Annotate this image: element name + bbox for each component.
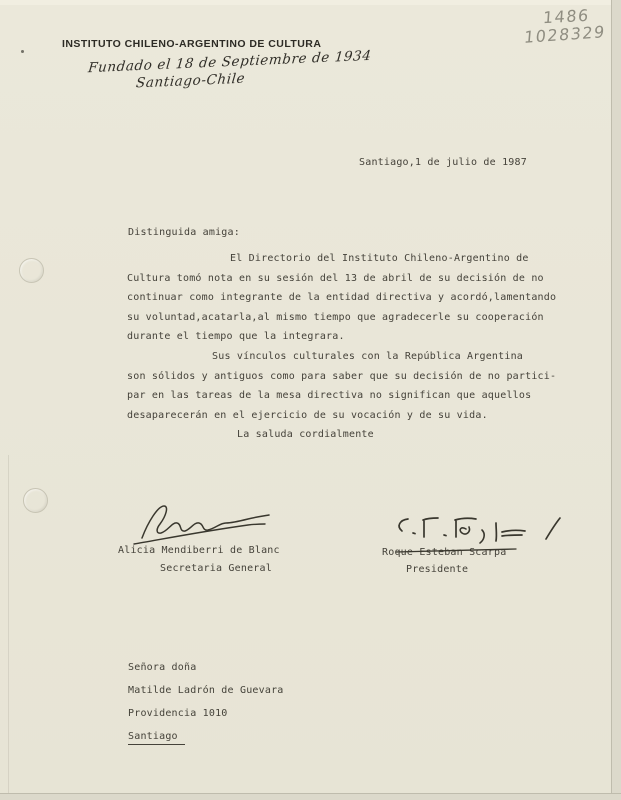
signatory-right-title: Presidente <box>406 564 469 575</box>
body-line: Sus vínculos culturales con la República Argentina <box>212 350 524 362</box>
body-line: continuar como integrante de la entidad directiva y acordó,lamentando <box>127 292 557 304</box>
archival-number-top: 1486 <box>542 5 591 28</box>
hole-punch-bottom <box>23 488 48 513</box>
paper-speck <box>21 50 24 53</box>
paper-edge-bottom <box>0 793 621 800</box>
recipient-line: Providencia 1010 <box>128 708 228 719</box>
signatory-left-title: Secretaria General <box>160 563 272 574</box>
signature-left-scribble <box>128 498 286 548</box>
body-line: par en las tareas de la mesa directiva no significan que aquellos <box>127 390 532 402</box>
founded-line: Fundado el 18 de Septiembre de 1934 <box>87 47 373 77</box>
body-line: desaparecerán en el ejercicio de su vocación y de su vida. <box>127 409 488 421</box>
org-name: INSTITUTO CHILENO-ARGENTINO DE CULTURA <box>62 38 322 50</box>
paper-edge-right <box>611 0 621 800</box>
recipient-line: Señora doña <box>128 662 197 673</box>
signatory-right-name: Roque Esteban Scarpa <box>382 547 507 558</box>
archival-number-bottom: 1028329 <box>523 22 607 47</box>
closing-line: La saluda cordialmente <box>237 429 374 441</box>
place-line: Santiago-Chile <box>135 70 246 92</box>
salutation: Distinguida amiga: <box>128 227 240 238</box>
body-line: El Directorio del Instituto Chileno-Argentino de <box>230 253 529 264</box>
hole-punch-top <box>19 258 44 283</box>
body-line: son sólidos y antiguos como para saber que su decisión de no partici- <box>127 370 557 382</box>
recipient-city: Santiago <box>128 731 185 742</box>
signature-right-scribble <box>388 510 600 562</box>
body-line: durante el tiempo que la integrara. <box>127 331 345 343</box>
paper-crease <box>8 455 9 800</box>
recipient-line: Matilde Ladrón de Guevara <box>128 685 284 696</box>
letter-body <box>127 249 567 445</box>
dateline: Santiago,1 de julio de 1987 <box>359 157 527 168</box>
body-line: su voluntad,acatarla,al mismo tiempo que agradecerle su cooperación <box>127 311 544 323</box>
paper-edge-top <box>0 0 621 5</box>
signatory-left-name: Alicia Mendiberri de Blanc <box>118 545 280 556</box>
body-line: Cultura tomó nota en su sesión del 13 de abril de su decisión de no <box>127 272 544 284</box>
